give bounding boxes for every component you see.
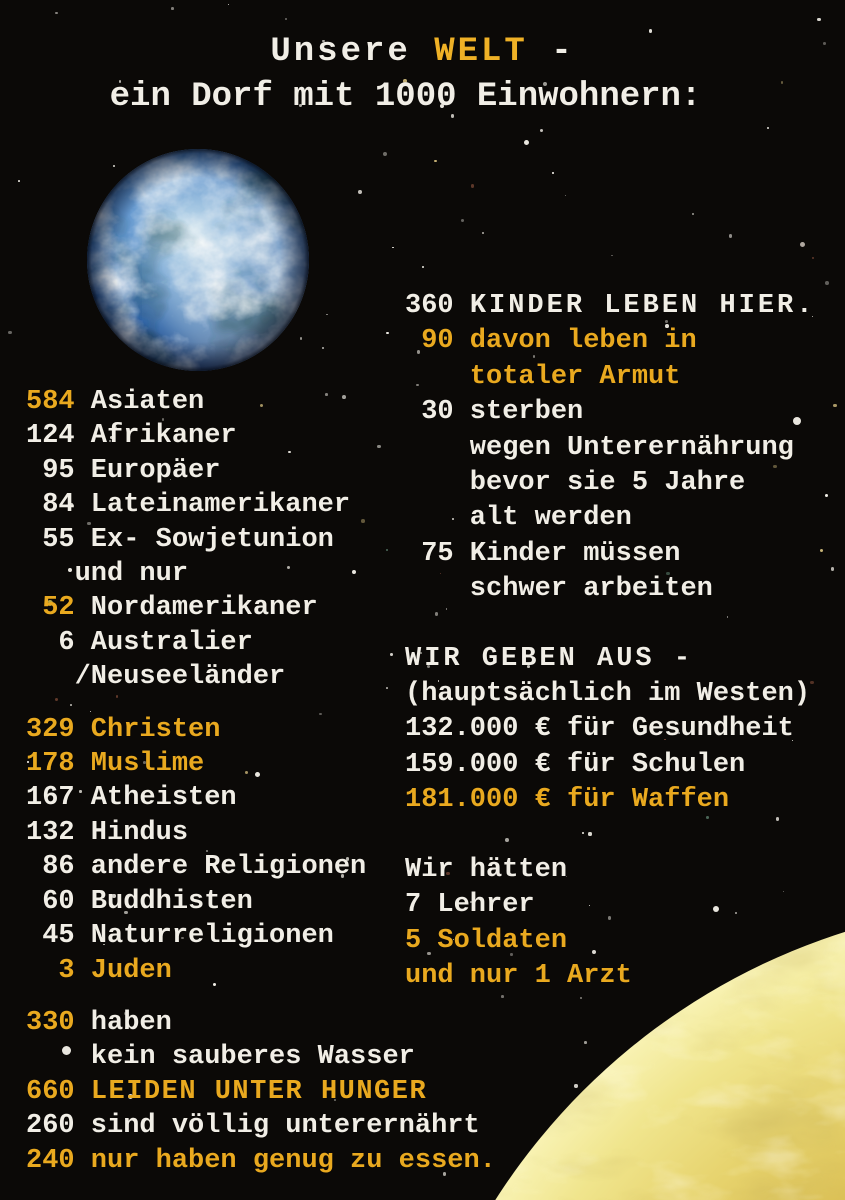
text-line (405, 360, 815, 395)
star (322, 347, 324, 349)
text-line (405, 924, 815, 959)
text-line (26, 1109, 496, 1143)
text-segment: 6 Australier (26, 627, 253, 658)
text-line (405, 324, 815, 359)
text-segment: wegen Unterernährung (405, 432, 794, 463)
text-segment: 660 (26, 1076, 91, 1107)
text-segment: 60 Buddhisten (26, 886, 253, 917)
poster-title (0, 30, 845, 120)
text-segment: bevor sie 5 Jahre (405, 468, 746, 499)
text-segment: 95 Europäer (26, 455, 221, 486)
star (611, 255, 612, 256)
text-line (405, 289, 815, 324)
star (825, 494, 828, 497)
text-segment: 84 Lateinamerikaner (26, 490, 351, 521)
star (171, 7, 174, 10)
text-line (405, 748, 815, 783)
water-and-hunger (26, 1006, 496, 1178)
star (326, 314, 328, 316)
text-segment: 360 (405, 291, 470, 321)
star (820, 549, 823, 552)
text-segment: schwer arbeiten (405, 574, 713, 605)
text-segment: WELT (434, 33, 528, 71)
star (833, 404, 837, 408)
text-segment: und nur (26, 559, 189, 590)
star (55, 12, 57, 14)
star (767, 127, 769, 129)
text-line (405, 501, 815, 536)
text-segment: 330 (26, 1007, 75, 1038)
text-line (405, 712, 815, 747)
star (461, 219, 464, 222)
text-line (405, 783, 815, 818)
text-line (405, 466, 815, 501)
star (422, 266, 424, 268)
star (358, 190, 362, 194)
star (800, 242, 805, 247)
text-line (405, 572, 815, 607)
text-line (405, 642, 815, 677)
text-segment: 45 Naturreligionen (26, 921, 334, 952)
text-segment: 124 Afrikaner (26, 421, 237, 452)
earth-illustration (86, 148, 310, 372)
text-line (26, 1040, 496, 1074)
text-segment: 260 sind völlig unterernährt (26, 1111, 480, 1142)
text-segment: 30 sterben (405, 397, 584, 428)
text-segment: 90 davon leben in (405, 326, 697, 357)
text-segment: 132 Hindus (26, 817, 189, 848)
star (812, 257, 813, 258)
star (540, 129, 543, 132)
text-segment: 181.000 € für Waffen (405, 785, 730, 816)
right-column (405, 289, 815, 994)
text-segment: /Neuseeländer (26, 662, 286, 693)
star (8, 331, 12, 335)
title-lines (0, 30, 845, 120)
text-line (26, 1144, 496, 1178)
star (383, 152, 387, 156)
text-segment: Wir hätten (405, 854, 568, 885)
star (552, 172, 553, 173)
text-segment: (hauptsächlich im Westen) (405, 679, 811, 710)
text-segment: Nordamerikaner (74, 593, 318, 624)
text-segment: haben (74, 1007, 172, 1038)
text-line (405, 395, 815, 430)
star (18, 180, 20, 182)
text-segment: ein Dorf mit 1000 Einwohnern: (109, 78, 702, 116)
star (285, 18, 287, 20)
star (692, 213, 694, 215)
text-line (405, 431, 815, 466)
text-segment: 159.000 € für Schulen (405, 749, 746, 780)
text-segment: Unsere (270, 33, 435, 71)
children (405, 289, 815, 608)
text-segment: 3 Juden (26, 955, 172, 986)
text-segment: 52 (26, 593, 75, 624)
text-line (405, 537, 815, 572)
star (817, 18, 820, 21)
text-segment: 132.000 € für Gesundheit (405, 714, 794, 745)
text-line (0, 75, 811, 120)
text-line (0, 30, 845, 75)
text-line (26, 1006, 496, 1040)
text-line (405, 888, 815, 923)
text-segment: kein sauberes Wasser (26, 1042, 415, 1073)
text-segment: - (527, 33, 575, 71)
text-segment: 240 nur haben genug zu essen. (26, 1145, 496, 1176)
text-segment: 55 Ex- Sowjetunion (26, 524, 334, 555)
text-segment: KINDER LEBEN HIER. (469, 291, 816, 321)
text-segment: totaler Armut (405, 361, 681, 392)
star (482, 232, 484, 234)
text-line (405, 959, 815, 994)
text-segment: und nur 1 Arzt (405, 960, 632, 991)
text-line (405, 677, 815, 712)
professions (405, 853, 815, 995)
text-segment: alt werden (405, 503, 632, 534)
text-segment: LEIDEN UNTER HUNGER (90, 1076, 428, 1107)
star (434, 160, 437, 163)
text-segment: WIR GEBEN AUS - (405, 643, 694, 674)
star (524, 140, 529, 145)
star (729, 234, 733, 238)
text-segment: 167 Atheisten (26, 783, 237, 814)
text-segment: 75 Kinder müssen (405, 538, 681, 569)
text-segment: 178 Muslime (26, 749, 205, 780)
text-segment: Asiaten (74, 387, 205, 417)
text-segment: 5 Soldaten (405, 925, 568, 956)
text-segment: 7 Lehrer (405, 890, 535, 921)
star (825, 281, 829, 285)
star (386, 332, 389, 335)
star (831, 567, 835, 571)
text-segment: 329 Christen (26, 714, 221, 745)
spending (405, 642, 815, 819)
star (565, 195, 566, 196)
text-segment: 86 andere Religionen (26, 852, 367, 883)
text-line (405, 853, 815, 888)
star (228, 4, 229, 5)
text-line (26, 1075, 496, 1109)
star (471, 184, 475, 188)
star (392, 247, 394, 249)
text-segment: 584 (26, 387, 75, 417)
